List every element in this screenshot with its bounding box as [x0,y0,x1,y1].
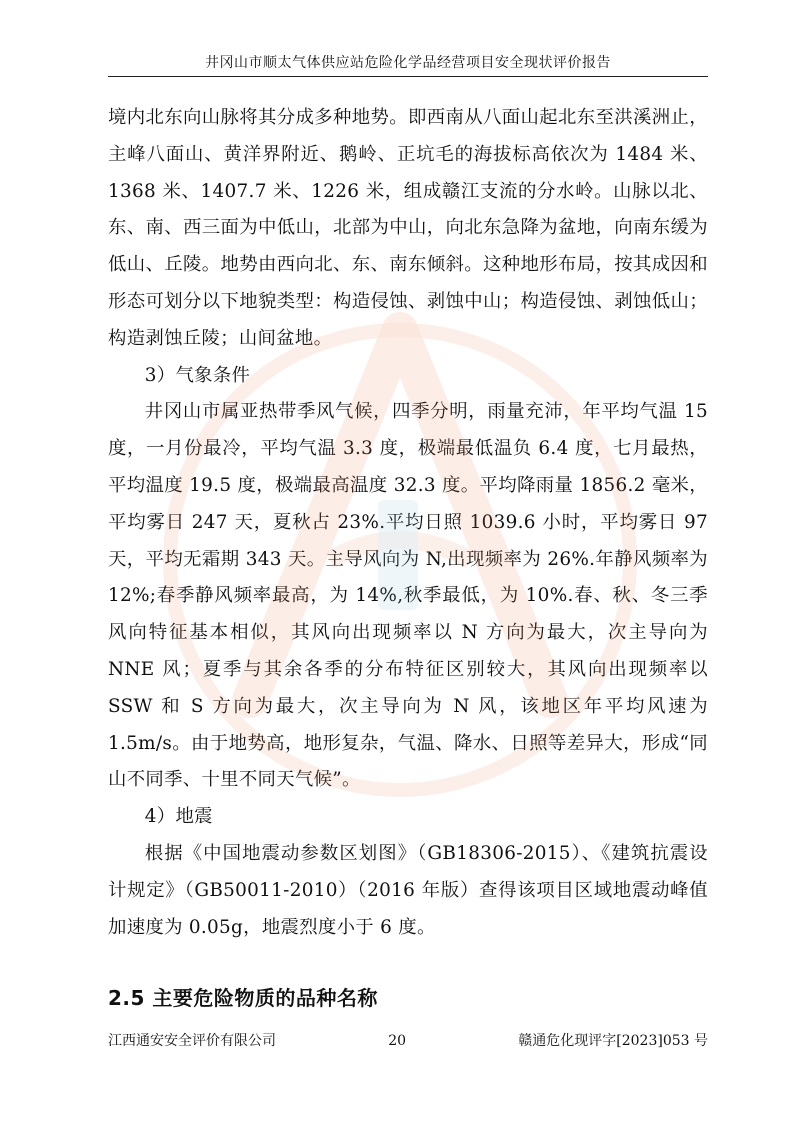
page-footer [108,1030,708,1050]
body-content [108,100,708,946]
page-header [108,52,708,77]
paragraph-earthquake: 根据《中国地震动参数区划图》（GB18306-2015）、《建筑抗震设计规定》（GB50011-2010）（2016 年版）查得该项目区域地震动峰值加速度为 0.05g，地震烈度小于 6 度。 [108,842,708,938]
footer-document-number: 赣通危化现评字[2023]053 号 [518,1033,708,1049]
subheading-climate: 3）气象条件 [144,364,251,386]
section-heading: 2.5 主要危险物质的品种名称 [108,986,378,1010]
subheading-earthquake: 4）地震 [144,806,213,828]
header-title: 井冈山市顺太气体供应站危险化学品经营项目安全现状评价报告 [205,55,611,71]
footer-company: 江西通安安全评价有限公司 [108,1033,276,1049]
paragraph-climate: 井冈山市属亚热带季风气候，四季分明，雨量充沛，年平均气温 15 度，一月份最冷，平均气温 3.3 度，极端最低温负 6.4 度，七月最热，平均温度 19.5 度，极端最高温度 32.3 度。平均降雨量 1856.2 毫米，平均雾日 247 天，夏秋占 23%.平均日照 1039.6 小时，平均雾日 97 天，平均无霜期 343 天。主导风向为 N,出现频率为 26%.年静风频率为 12%;春季静风频率最高，为 14%,秋季最低，为 10%.春、秋、冬三季风向特征基本相似，其风向出现频率以 N 方向为最大，次主导向为 NNE 风；夏季与其余各季的分布特征区别较大，其风向出现频率以 SSW 和 S 方向为最大，次主导向为 N 风，该地区年平均风速为 1.5m/s。由于地势高，地形复杂，气温、降水、日照等差异大，形成“同山不同季、十里不同天气候”。 [108,401,708,791]
paragraph-terrain: 境内北东向山脉将其分成多种地势。即西南从八面山起北东至洪溪洲止，主峰八面山、黄洋界附近、鹅岭、正坑毛的海拔标高依次为 1484 米、1368 米、1407.7 米、1226 米，组成赣江支流的分水岭。山脉以北、东、南、西三面为中低山，北部为中山，向北东急降为盆地，向南东缓为低山、丘陵。地势由西向北、东、南东倾斜。这种地形布局，按其成因和形态可划分以下地貌类型：构造侵蚀、剥蚀中山；构造侵蚀、剥蚀低山；构造剥蚀丘陵；山间盆地。 [108,107,708,349]
footer-page-number: 20 [388,1033,407,1049]
